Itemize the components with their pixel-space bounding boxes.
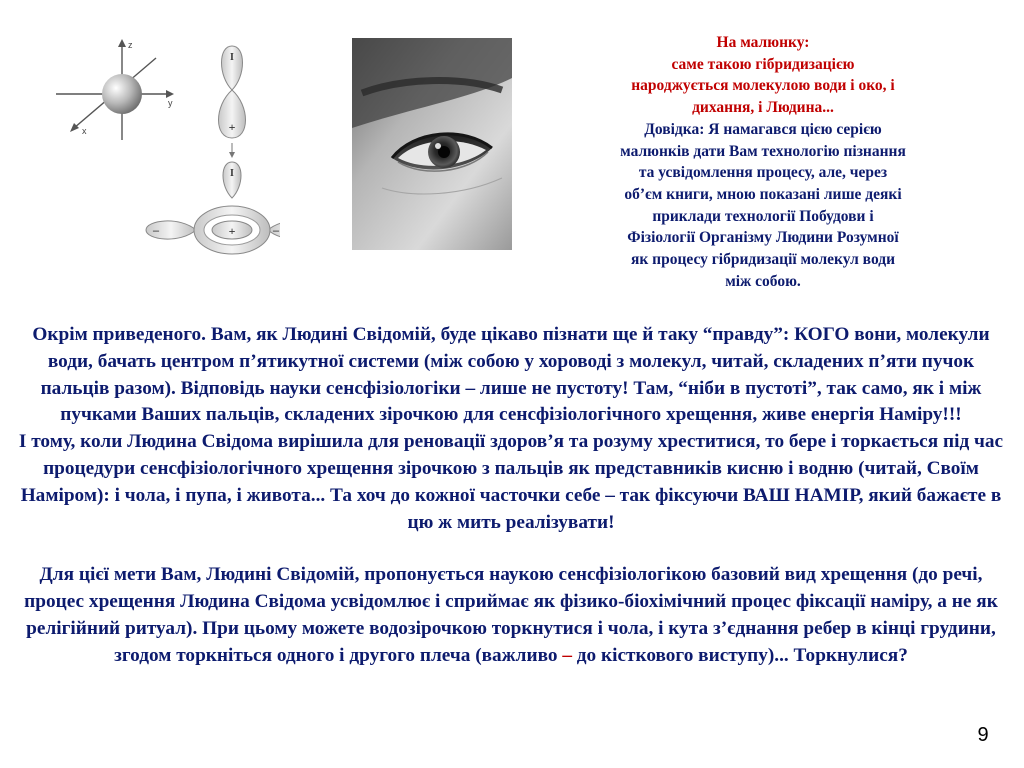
caption-red-line: На малюнку: bbox=[716, 34, 810, 51]
caption-note-line: об’єм книги, мною показані лише деякі bbox=[624, 185, 902, 203]
caption-note-line: Фізіології Організму Людини Розумної bbox=[627, 229, 899, 247]
red-dash: – bbox=[562, 644, 572, 666]
paragraph-3 bbox=[14, 562, 1008, 669]
left-lobe-sign: – bbox=[153, 223, 159, 237]
top-lobe-sign: I bbox=[230, 52, 234, 63]
caption-note-line: Довідка: Я намагався цією серією bbox=[644, 120, 882, 138]
eye-photo bbox=[352, 38, 512, 250]
caption-red-line: дихання, і Людина... bbox=[692, 99, 834, 117]
y-axis-label: y bbox=[168, 98, 173, 108]
caption-note-line: та усвідомлення процесу, але, через bbox=[638, 164, 888, 182]
paragraph-2: І тому, коли Людина Свідома вирішила для реновації здоров’я та розуму хреститися, то бере і торкається під час процедури сенсфізіологічного хрещення зірочкою з пальців як представників кисню і водню (читай, Своїм Наміром): і чола, і пупа, і живота... Та хоч до кожної часточки себе – так фіксуючи ВАШ НАМІР, який бажаєте в цю ж мить реалізувати! bbox=[18, 431, 1004, 533]
paragraph-3-start: Для цієї мети Вам, Людині Свідомій, пропонується наукою сенсфізіологікою базовий вид хрещення (до речі, процес хрещення Людина Свідома усвідомлює і сприймає як фізико-біохімічний процес фіксації наміру, а не як релігійний ритуал). При цьому можете водозірочкою торкнутися і чола, і кута з’єднання ребер в кінці грудини, згодом торкніться одного і другого плеча (важливо bbox=[24, 564, 998, 666]
right-lobe-sign: – bbox=[273, 223, 279, 237]
hybrid-top-sign: I bbox=[230, 168, 234, 179]
page-number: 9 bbox=[977, 724, 989, 746]
hybridization-orbitals-figure bbox=[140, 40, 280, 255]
center-sign: + bbox=[228, 224, 236, 238]
caption-note-line: приклади технології Побудови і bbox=[652, 207, 874, 225]
caption-note-line: між собою. bbox=[725, 272, 801, 290]
main-text bbox=[14, 322, 1008, 670]
caption-red-line: саме такою гібридизацією bbox=[671, 55, 855, 73]
caption-red-line: народжується молекулою води і око, і bbox=[631, 77, 895, 95]
z-axis-label: z bbox=[128, 40, 133, 50]
caption-note-line: малюнків дати Вам технологію пізнання bbox=[620, 142, 906, 160]
paragraph-1: Окрім приведеного. Вам, як Людині Свідомій, буде цікаво пізнати ще й таку “правду”: КОГО вони, молекули води, бачать центром п’ятикутної системи (між собою у хороводі з молекул, читай, складених п’яти пучок пальців разом). Відповідь науки сенсфізіологіки – лише не пустоту! Там, “ніби в пустоті”, так само, як і між пучками Ваших пальців, складених зірочкою для сенсфізіологічного хрещення, живе енергія Наміру!!! bbox=[32, 324, 990, 426]
caption-note-line: як процесу гібридизації молекул води bbox=[630, 251, 896, 269]
x-axis-label: x bbox=[82, 126, 87, 136]
paragraph-3-end: до кісткового виступу)... Торкнулися? bbox=[571, 644, 908, 666]
lower-lobe-sign: + bbox=[228, 120, 236, 134]
figure-caption bbox=[568, 32, 958, 292]
